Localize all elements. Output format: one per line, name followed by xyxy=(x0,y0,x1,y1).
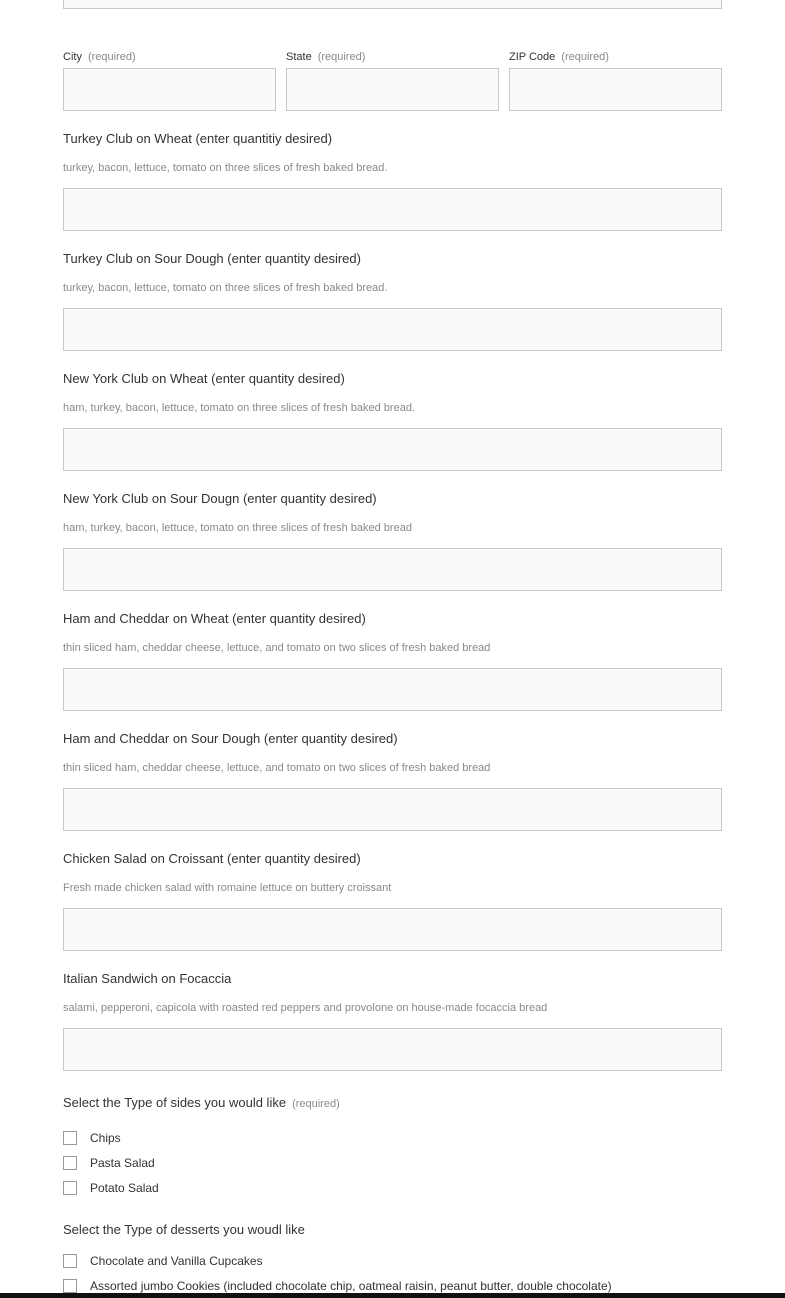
new-york-club-wheat-description: ham, turkey, bacon, lettuce, tomato on three slices of fresh baked bread. xyxy=(63,402,415,414)
chips-checkbox-label[interactable]: Chips xyxy=(90,1131,121,1145)
new-york-club-sourdough-description: ham, turkey, bacon, lettuce, tomato on three slices of fresh baked bread xyxy=(63,522,412,534)
chips-checkbox[interactable] xyxy=(63,1131,77,1145)
italian-sandwich-description: salami, pepperoni, capicola with roasted red peppers and provolone on house-made focaccia bread xyxy=(63,1002,548,1014)
cupcakes-checkbox-label[interactable]: Chocolate and Vanilla Cupcakes xyxy=(90,1254,263,1268)
sides-label: Select the Type of sides you would like (required) xyxy=(63,1095,340,1110)
new-york-club-wheat-quantity-input[interactable] xyxy=(63,428,722,471)
ham-cheddar-wheat-quantity-input[interactable] xyxy=(63,668,722,711)
zip-code-label: ZIP Code (required) xyxy=(509,51,609,63)
new-york-club-sourdough-label: New York Club on Sour Dougn (enter quantity desired) xyxy=(63,491,377,506)
ham-cheddar-sourdough-label: Ham and Cheddar on Sour Dough (enter quantity desired) xyxy=(63,731,398,746)
address-input[interactable] xyxy=(63,0,722,9)
cupcakes-checkbox[interactable] xyxy=(63,1254,77,1268)
ham-cheddar-wheat-label: Ham and Cheddar on Wheat (enter quantity desired) xyxy=(63,611,366,626)
city-label: City (required) xyxy=(63,51,136,63)
turkey-club-wheat-label: Turkey Club on Wheat (enter quantitiy desired) xyxy=(63,131,333,146)
potato-salad-checkbox[interactable] xyxy=(63,1181,77,1195)
cookies-checkbox-label[interactable]: Assorted jumbo Cookies (included chocolate chip, oatmeal raisin, peanut butter, double chocolate) xyxy=(90,1279,612,1293)
potato-salad-checkbox-label[interactable]: Potato Salad xyxy=(90,1181,159,1195)
state-input[interactable] xyxy=(286,68,499,111)
bottom-edge-bar xyxy=(0,1293,785,1298)
zip-code-input[interactable] xyxy=(509,68,722,111)
ham-cheddar-wheat-description: thin sliced ham, cheddar cheese, lettuce, and tomato on two slices of fresh baked bread xyxy=(63,642,491,654)
pasta-salad-checkbox-label[interactable]: Pasta Salad xyxy=(90,1156,155,1170)
turkey-club-sourdough-label: Turkey Club on Sour Dough (enter quantity desired) xyxy=(63,251,361,266)
chicken-salad-croissant-label: Chicken Salad on Croissant (enter quantity desired) xyxy=(63,851,361,866)
city-input[interactable] xyxy=(63,68,276,111)
state-label: State (required) xyxy=(286,51,366,63)
italian-sandwich-quantity-input[interactable] xyxy=(63,1028,722,1071)
new-york-club-wheat-label: New York Club on Wheat (enter quantity desired) xyxy=(63,371,345,386)
italian-sandwich-label: Italian Sandwich on Focaccia xyxy=(63,971,232,986)
pasta-salad-checkbox[interactable] xyxy=(63,1156,77,1170)
turkey-club-wheat-description: turkey, bacon, lettuce, tomato on three slices of fresh baked bread. xyxy=(63,162,388,174)
turkey-club-wheat-quantity-input[interactable] xyxy=(63,188,722,231)
cookies-checkbox[interactable] xyxy=(63,1279,77,1293)
chicken-salad-croissant-description: Fresh made chicken salad with romaine lettuce on buttery croissant xyxy=(63,882,392,894)
turkey-club-sourdough-quantity-input[interactable] xyxy=(63,308,722,351)
desserts-label: Select the Type of desserts you woudl like xyxy=(63,1222,305,1237)
chicken-salad-croissant-quantity-input[interactable] xyxy=(63,908,722,951)
turkey-club-sourdough-description: turkey, bacon, lettuce, tomato on three slices of fresh baked bread. xyxy=(63,282,388,294)
ham-cheddar-sourdough-quantity-input[interactable] xyxy=(63,788,722,831)
ham-cheddar-sourdough-description: thin sliced ham, cheddar cheese, lettuce, and tomato on two slices of fresh baked bread xyxy=(63,762,491,774)
new-york-club-sourdough-quantity-input[interactable] xyxy=(63,548,722,591)
